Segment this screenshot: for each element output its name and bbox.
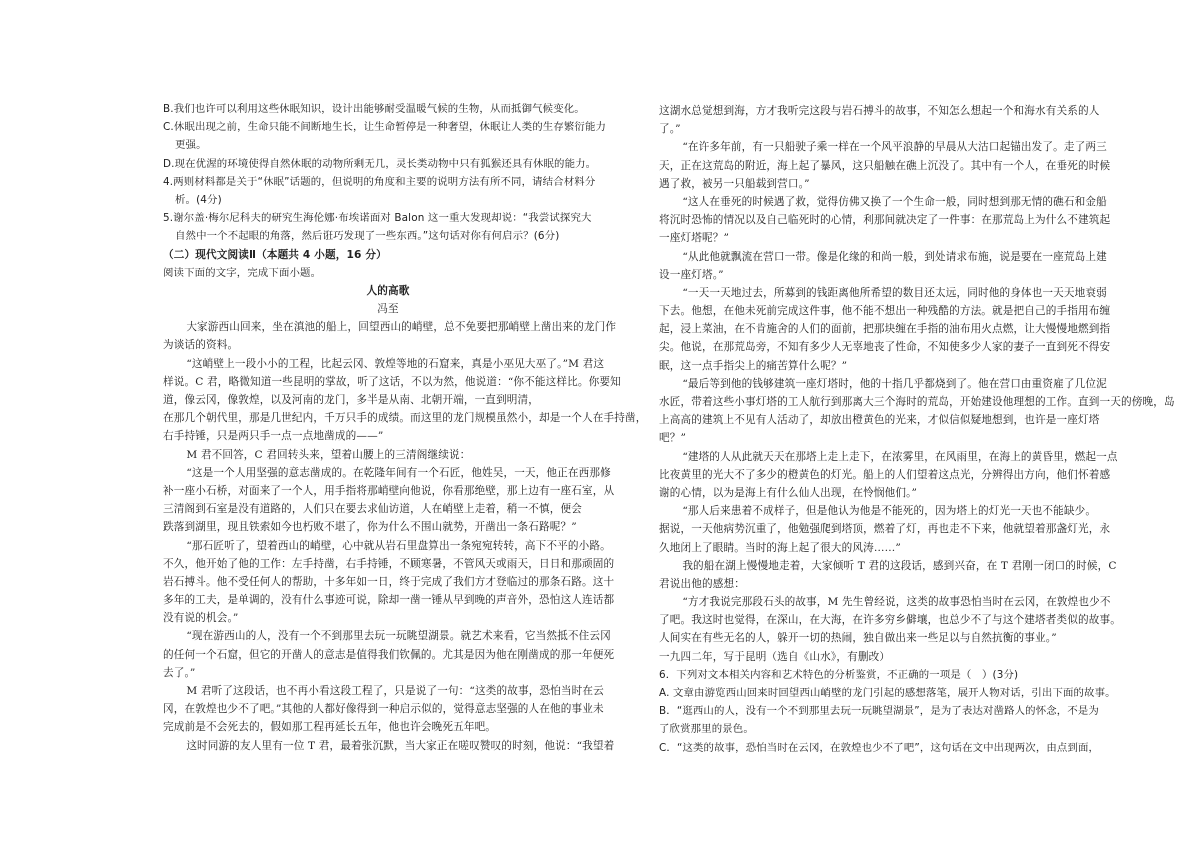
article-text-line: M 君听了这段话，也不再小看这段工程了，只是说了一句：“这类的故事，恐怕当时在云 [186,685,604,697]
article-text-line: 我的船在湖上慢慢地走着，大家倾听 T 君的这段话，感到兴奋，在 T 君刚一闭口的时候，C [682,559,1117,572]
left-column [163,100,647,755]
article-text-line: “最后等到他的钱够建筑一座灯塔时，他的十指几乎都烧到了。他在营口由重资雇了几位泥 [682,377,1107,390]
article-text-line: 不久，他开始了他的工作：左手持凿，右手持锤，不顾寒暑，不管风天或雨天，日日和那顽固的 [163,557,615,570]
article-text-line: 人间实在有些无名的人，躲开一切的热闹，独自做出来一些足以与自然抗衡的事业。” [659,632,1057,645]
answer-option-line: 更强。 [175,139,207,152]
section-instruction: 阅读下面的文字，完成下面小题。 [163,266,322,279]
article-text-line: 样说。C 君，略微知道一些昆明的掌故，听了这话，不以为然，他说道：“你不能这样比。你要知 [163,375,621,388]
article-text-line: “那人后来患着不成样子，但是他认为他是不能死的，因为塔上的灯光一天也不能缺少。 [682,505,1097,518]
article-text-line: “方才我说完那段石头的故事，M 先生曾经说，这类的故事恐怕当时在云冈，在敦煌也少不 [682,596,1111,609]
article-text-line: “那石匠听了，望着西山的峭壁，心中就从岩石里盘算出一条宛宛转转，高下不平的小路。 [186,539,611,552]
section-title: （二）现代文阅读Ⅱ（本题共 4 小题，16 分） [163,248,387,261]
article-text-line: 谢的心情，以为是海上有什么仙人出现，在怜悯他们。” [659,486,918,499]
article-text-line: “这人在垂死的时候遇了救，觉得仿佛又换了一个生命一般，同时想到那无情的礁石和金船 [682,195,1107,208]
right-column [659,102,1175,757]
answer-option-line: D.现在优渥的环境使得自然休眠的动物所剩无几，灵长类动物中只有狐猴还具有休眠的能力。 [163,157,597,170]
article-text-line: 一九四二年，写于昆明（选自《山水》，有删改） [659,650,891,663]
article-text-line: “这是一个人用坚强的意志凿成的。在乾隆年间有一个石匠，他姓吴，一天，他正在西那修 [186,466,611,479]
article-text-line: “一天一天地过去，所募到的钱距离他所希望的数目还太远，同时他的身体也一天天地衰弱 [682,286,1107,299]
article-text-line: “现在游西山的人，没有一个不到那里去玩一玩眺望湖景。就艺术来看，它当然抵不住云冈 [186,630,611,643]
article-text-line: 上高高的建筑上不见有人活动了，却放出橙黄色的光来，才似信似疑地想到，也许是一座灯塔 [659,414,1100,427]
article-text-line: 跌落到湖里，现且铁索如今也朽败不堪了，你为什么不围山就势，开凿出一条石路呢？” [163,521,577,534]
question-5-line: 自然中一个不起眼的角落，然后诳巧发现了一些东西。”这句话对你有何启示？(6分) [175,230,560,243]
question-6: 6．下列对文本相关内容和艺术特色的分析鉴赏，不正确的一项是（ ）(3分) [659,668,1019,681]
article-text-line: 补一座小石桥，对面来了一个人，用手指将那峭壁向他说，你看那绝壁，那上边有一座石室，从 [163,484,615,497]
article-text-line: 天，正在这荒岛的附近，海上起了暴风，这只船触在礁上沉没了。其中有一个人，在垂死的时候 [659,159,1111,172]
article-text-line: “这峭壁上一段小小的工程，比起云冈、敦煌等地的石窟来，真是小巫见大巫了。”M 君这 [186,357,605,370]
article-text-line: “建塔的人从此就天天在那塔上走上走下，在浓雾里，在风雨里，在海上的黄昏里，燃起一点 [682,450,1118,463]
article-text-line: 起，浸上菜油，在不肯施舍的人们的面前，把那块缠在手指的油布用火点燃，让大慢慢地燃到指 [659,323,1111,336]
article-text-line: 了吧。我这时也觉得，在深山，在大海，在许多穷乡僻壤，也总少不了与这个建塔者类似的故事。 [659,614,1121,627]
article-text-line: 尖。他说，在那荒岛旁，不知有多少人无辜地丧了性命，不知使多少人家的妻子一直到死不得安 [659,341,1111,354]
article-text-line: 吧？” [659,432,687,445]
article-text-line: 据说，一天他病势沉重了，他勉强爬到塔顶，燃着了灯，再也走不下来，他就望着那盏灯光，永 [659,523,1111,536]
article-text-line: 没有说的机会。” [163,612,239,625]
answer-option-line: 了欣赏那里的景色。 [659,723,754,736]
article-text-line: 君说出他的感想： [659,577,745,590]
article-text-line: 久地闭上了眼睛。当时的海上起了很大的风涛……” [659,541,901,554]
article-text-line: 的任何一个石窟，但它的开凿人的意志是值得我们钦佩的。尤其是因为他在刚凿成的那一年便死 [163,648,615,661]
article-text-line: 遇了救，被另一只船载到营口。” [659,177,810,190]
article-text-line: 下去。他想，在他未死前完成这件事，他不能不想出一种残酷的方法。就是把自己的手指用布缠 [659,305,1111,318]
question-4-line: 析。(4分) [175,193,222,206]
question-4-line: 4.两则材料都是关于“休眠”话题的，但说明的角度和主要的说明方法有所不同，请结合材料分 [163,175,596,188]
article-text-line: 眠，这一点手指尖上的痛苦算什么呢？” [659,359,848,372]
answer-option-line: C．“这类的故事，恐怕当时在云冈，在敦煌也少不了吧”，这句话在文中出现两次，由点到面， [659,741,1100,754]
answer-option-line: A. 文章由游览西山回来时回望西山峭壁的龙门引起的感想落笔，展开人物对话，引出下面的故事。 [659,687,1116,699]
article-text-line: 这湖水总觉想到海，方才我听完这段与岩石搏斗的故事，不知怎么想起一个和海水有关系的人 [659,105,1100,117]
article-text-line: “在许多年前，有一只船驶子乘一样在一个风平浪静的早晨从大沽口起锚出发了。走了两三 [682,141,1107,154]
article-text-line: 多年的工夫，是单调的，没有什么事迹可说，除却一凿一锤从早到晚的声音外，恐怕这人连话都 [163,594,615,607]
answer-option-line: C.休眠出现之前，生命只能不间断地生长，让生命暂停是一种奢望，休眠让人类的生存繁衍能力 [163,121,607,134]
article-text-line: 水匠，带着这些小事灯塔的工人航行到那离大三个海时的荒岛，开始建设他理想的工作。直到一天的傍晚，岛 [659,396,1175,408]
answer-option-line: B.我们也许可以利用这些休眠知识，设计出能够耐受温暖气候的生物，从而抵御气候变化。 [163,103,585,115]
article-text-line: 这时同游的友人里有一位 T 君，最着张沉默，当大家正在嗟叹赞叹的时刻，他说：“我望着 [186,739,615,752]
article-text-line: 去了。” [163,666,196,679]
article-text-line: 大家游西山回来，坐在滇池的船上，回望西山的峭壁，总不免要把那峭壁上凿出来的龙门作 [186,321,617,334]
article-text-line: “从此他就飘流在营口一带。像是化缘的和尚一般，到处请求布施，说是要在一座荒岛上建 [682,250,1107,263]
article-author: 冯至 [377,303,399,316]
article-text-line: 完成前是不会死去的，假如那工程再延长五年，他也许会晚死五年吧。 [163,721,497,734]
article-text-line: 设一座灯塔。” [659,268,724,281]
article-text-line: 道，像云冈，像敦煌，以及河南的龙门，多半是从南、北朝开端，一直到明清， [163,394,540,406]
article-text-line: 在那几个朝代里，那是几世纪内，千万只手的成绩。而这里的龙门规模虽然小，却是一个人在手持凿， [163,412,647,425]
answer-option-line: B．“逛西山的人，没有一个不到那里去玩一玩眺望湖景”，是为了表达对凿路人的怀念，不是为 [659,705,1099,718]
article-title: 人的高歌 [366,284,410,297]
article-text-line: 冈，在敦煌也少不了吧。”其他的人都好像得到一种启示似的，觉得意志坚强的人在他的事业未 [163,703,604,716]
article-text-line: M 君不回答，C 君回转头来，望着山腰上的三清阁继续说： [186,448,471,461]
article-text-line: 右手持锤，只是两只手一点一点地凿成的——” [163,430,384,443]
article-text-line: 了。” [659,123,681,136]
article-text-line: 一座灯塔呢？” [659,232,730,245]
article-text-line: 将沉时恐怖的情况以及自己临死时的心情，利那间就决定了一件事：在那荒岛上为什么不建筑起 [659,214,1111,227]
question-5-line: 5.谢尔盖·梅尔尼科夫的研究生海伦娜·布埃诺面对 Balon 这一重大发现却说：“我尝试探究大 [163,212,592,225]
article-text-line: 三清阁到石室是没有道路的，人们只在要去求仙访道，人在峭壁上走着，稍一不慎，便会 [163,503,583,516]
article-text-line: 岩石搏斗。他不受任何人的帮助，十多年如一日，终于完成了我们方才登临过的那条石路。这十 [163,575,615,588]
article-text-line: 比夜黄里的光大不了多少的橙黄色的灯光。船上的人们望着这点光，分辨得出方向，他们怀着感 [659,468,1111,481]
article-text-line: 为谈话的资料。 [163,339,239,352]
